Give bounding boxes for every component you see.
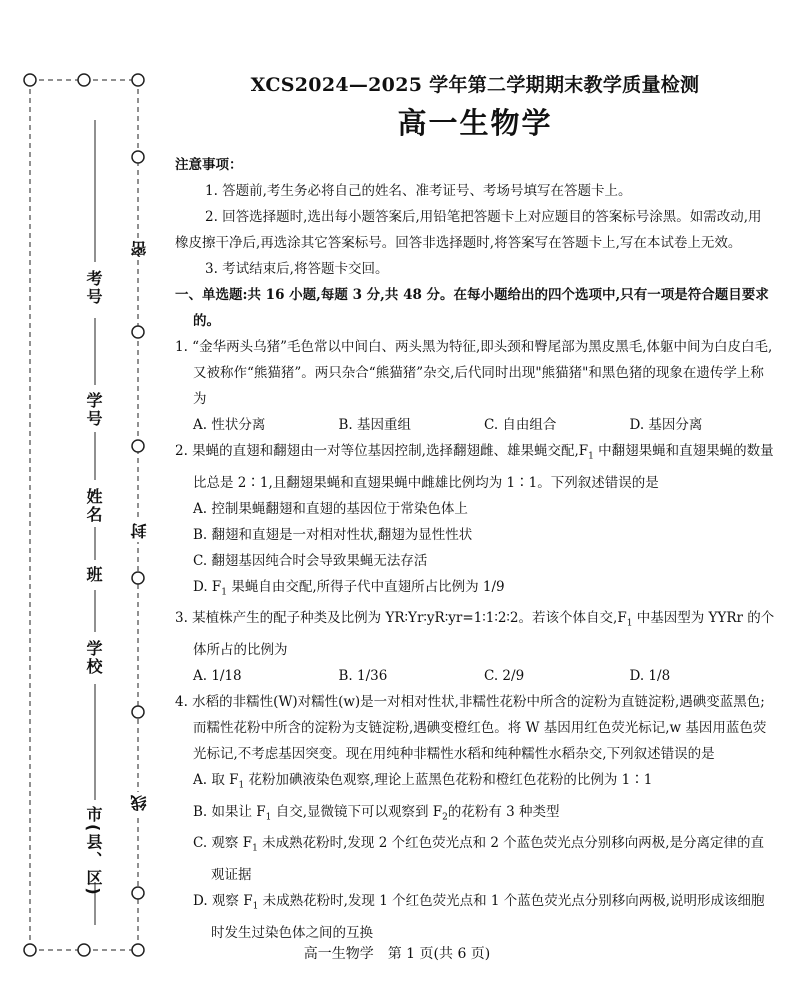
cut-mark-bottom: 线 [128, 792, 151, 814]
cut-mark-top: 密 [128, 238, 151, 260]
question-4-stem: 4. 水稻的非糯性(W)对糯性(w)是一对相对性状,非糯性花粉中所含的淀粉为直链淀粉,遇碘变蓝黑色;而糯性花粉中所含的淀粉为支链淀粉,遇碘变橙红色。将 W 基因用红色荧光标记,w 基因用蓝色荧光标记,不考虑基因突变。现在用纯种非糯性水稻和纯种糯性水稻杂交,下列叙述错误的是 [175, 694, 767, 763]
question-3-option-d: D. 1/8 [629, 668, 671, 685]
question-3-options [175, 663, 775, 689]
note-item-1: 1. 答题前,考生务必将自己的姓名、准考证号、考场号填写在答题卡上。 [205, 183, 632, 199]
binding-margin [0, 0, 165, 999]
student-number-label: 学号 [84, 392, 103, 428]
name-label: 姓名 [84, 488, 103, 524]
subject-title: 高一生物学 [397, 106, 553, 140]
question-1-option-a: A. 性状分离 [193, 417, 266, 433]
city-label: 市(县、区) [84, 806, 103, 897]
section-heading: 一、单选题:共 16 小题,每题 3 分,共 48 分。在每小题给出的四个选项中,只有一项是符合题目要求的。 [175, 287, 769, 329]
question-2-option-d: D. $F_1$ 果蝇自由交配,所得子代中直翅所占比例为 1/9 [193, 578, 505, 598]
notes-heading: 注意事项： [175, 157, 243, 173]
exam-content [175, 64, 775, 946]
question-1-option-c: C. 自由组合 [484, 417, 557, 433]
cut-mark-middle: 封 [128, 520, 151, 542]
class-label: 班 [84, 566, 103, 584]
question-1-stem: 1. “金华两头乌猪”毛色常以中间白、两头黑为特征,即头颈和臀尾部为黑皮黑毛,体躯中间为白皮白毛,又被称作“熊猫猪”。两只杂合“熊猫猪”杂交,后代同时出现"熊猫猪"和黑色猪的现象在遗传学上称为 [175, 339, 773, 407]
question-1-option-b: B. 基因重组 [338, 417, 412, 433]
question-3-option-c: C. 2/9 [484, 668, 525, 685]
exam-title: XCS2024—2025 学年第二学期期末教学质量检测 [250, 74, 700, 96]
question-3-stem: 3. 某植株产生的配子种类及比例为 YR∶Yr∶yR∶yr=1∶1∶2∶2。若该个体自交$,F_1$ 中基因型为 YYRr 的个体所占的比例为 [175, 610, 775, 659]
note-item-3: 3. 考试结束后,将答题卡交回。 [205, 261, 389, 277]
note-item-2: 2. 回答选择题时,选出每小题答案后,用铅笔把答题卡上对应题目的答案标号涂黑。如需改动,用橡皮擦干净后,再选涂其它答案标号。回答非选择题时,将答案写在答题卡上,写在本试卷上无效。 [175, 209, 762, 251]
question-2-option-a: A. 控制果蝇翻翅和直翅的基因位于常染色体上 [193, 500, 468, 517]
question-4-option-b: B. 如果让 $F_1$ 自交,显微镜下可以观察到 $F_2$的花粉有 3 种类型 [193, 803, 560, 823]
school-label: 学校 [84, 640, 103, 676]
exam-number-label: 考号 [84, 270, 103, 306]
question-4-option-a: A. 取 $F_1$ 花粉加碘液染色观察,理论上蓝黑色花粉和橙红色花粉的比例为 1∶1 [193, 772, 653, 791]
question-3-option-a: A. 1/18 [193, 668, 242, 685]
question-2-stem: 2. 果蝇的直翅和翻翅由一对等位基因控制,选择翻翅雌、雄果蝇交配$,F_1$ 中翻翅果蝇和直翅果蝇的数量比总是 2∶1,且翻翅果蝇和直翅果蝇中雌雄比例均为 1∶1。下列叙述错误的是 [175, 443, 774, 491]
question-4-option-d: D. 观察 $F_1$ 未成熟花粉时,发现 1 个红色荧光点和 1 个蓝色荧光点分别移向两极,说明形成该细胞时发生过染色体之间的互换 [193, 893, 765, 941]
question-3-option-b: B. 1/36 [338, 668, 388, 685]
question-2-option-b: B. 翻翅和直翅是一对相对性状,翻翅为显性性状 [193, 526, 473, 543]
page-footer: 高一生物学 第 1 页(共 6 页) [303, 946, 491, 962]
question-1-option-d: D. 基因分离 [629, 417, 703, 433]
question-1-options [175, 412, 775, 438]
question-4-option-c: C. 观察 $F_1$ 未成熟花粉时,发现 2 个红色荧光点和 2 个蓝色荧光点分别移向两极,是分离定律的直观证据 [193, 835, 765, 884]
question-2-option-c: C. 翻翅基因纯合时会导致果蝇无法存活 [193, 552, 428, 569]
